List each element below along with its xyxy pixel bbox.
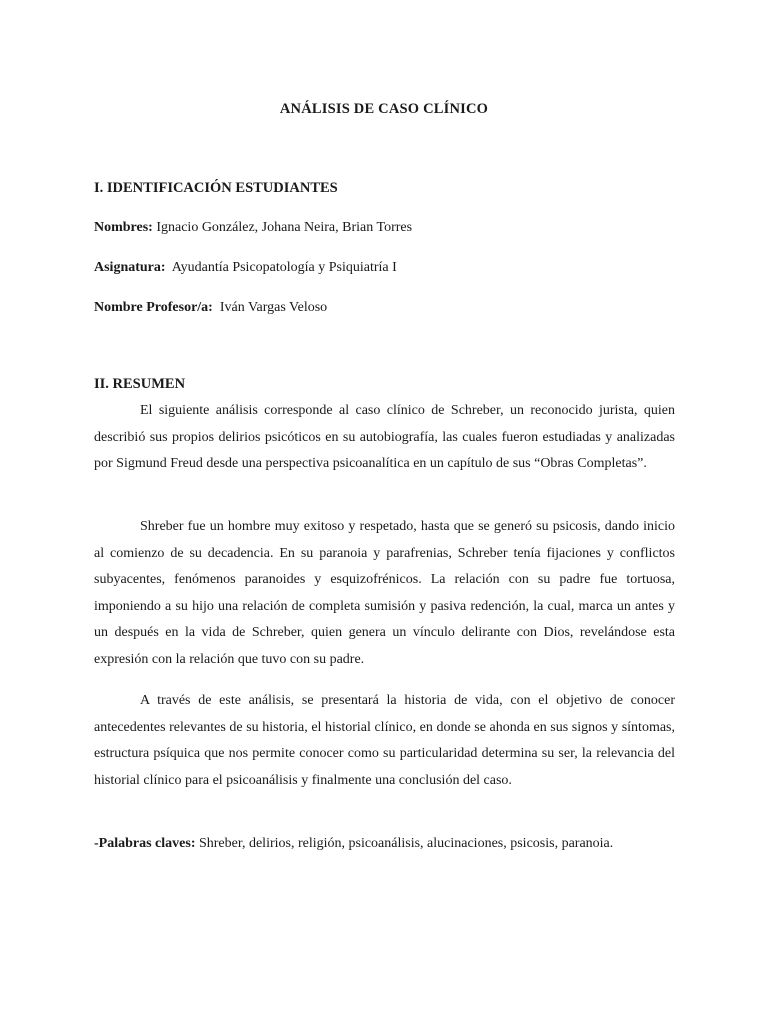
keywords-value: Shreber, delirios, religión, psicoanálisis, alucinaciones, psicosis, paranoia.: [195, 836, 614, 851]
field-asignatura: [94, 260, 397, 276]
keywords-line: [94, 836, 613, 852]
field-label: Asignatura:: [94, 260, 166, 275]
field-nombres: [94, 220, 412, 236]
field-profesor: [94, 300, 327, 316]
field-value: Ignacio González, Johana Neira, Brian Torres: [152, 220, 413, 235]
field-label: Nombre Profesor/a:: [94, 300, 213, 315]
field-value: Iván Vargas Veloso: [212, 300, 328, 315]
section-heading-identification: I. IDENTIFICACIÓN ESTUDIANTES: [94, 180, 338, 196]
field-value: Ayudantía Psicopatología y Psiquiatría I: [165, 260, 397, 275]
document-title: ANÁLISIS DE CASO CLÍNICO: [279, 101, 489, 117]
section-heading-resumen: II. RESUMEN: [94, 376, 186, 392]
paragraph-2: Shreber fue un hombre muy exitoso y respetado, hasta que se generó su psicosis, dando inicio al comienzo de su decadencia. En su paranoia y parafrenias, Schreber tenía fijaciones y conflictos subyacentes, fenómenos paranoides y esquizofrénicos. La relación con su padre fue tortuosa, imponiendo a su hijo una relación de completa sumisión y pasiva redención, la cual, marca un antes y un después en la vida de Schreber, quien genera un vínculo delirante con Dios, revelándose esta expresión con la relación que tuvo con su padre.: [94, 519, 675, 667]
paragraph-3: A través de este análisis, se presentará la historia de vida, con el objetivo de conocer antecedentes relevantes de su historia, el historial clínico, en donde se ahonda en sus signos y síntomas, estructura psíquica que nos permite conocer como su particularidad determina su ser, la relevancia del historial clínico para el psicoanálisis y finalmente una conclusión del caso.: [94, 693, 675, 788]
field-label: Nombres:: [94, 220, 153, 235]
paragraph-1: El siguiente análisis corresponde al caso clínico de Schreber, un reconocido jurista, quien describió sus propios delirios psicóticos en su autobiografía, las cuales fueron estudiadas y analizadas por Sigmund Freud desde una perspectiva psicoanalítica en un capítulo de sus “Obras Completas”.: [94, 403, 675, 471]
keywords-label: -Palabras claves:: [94, 836, 196, 851]
